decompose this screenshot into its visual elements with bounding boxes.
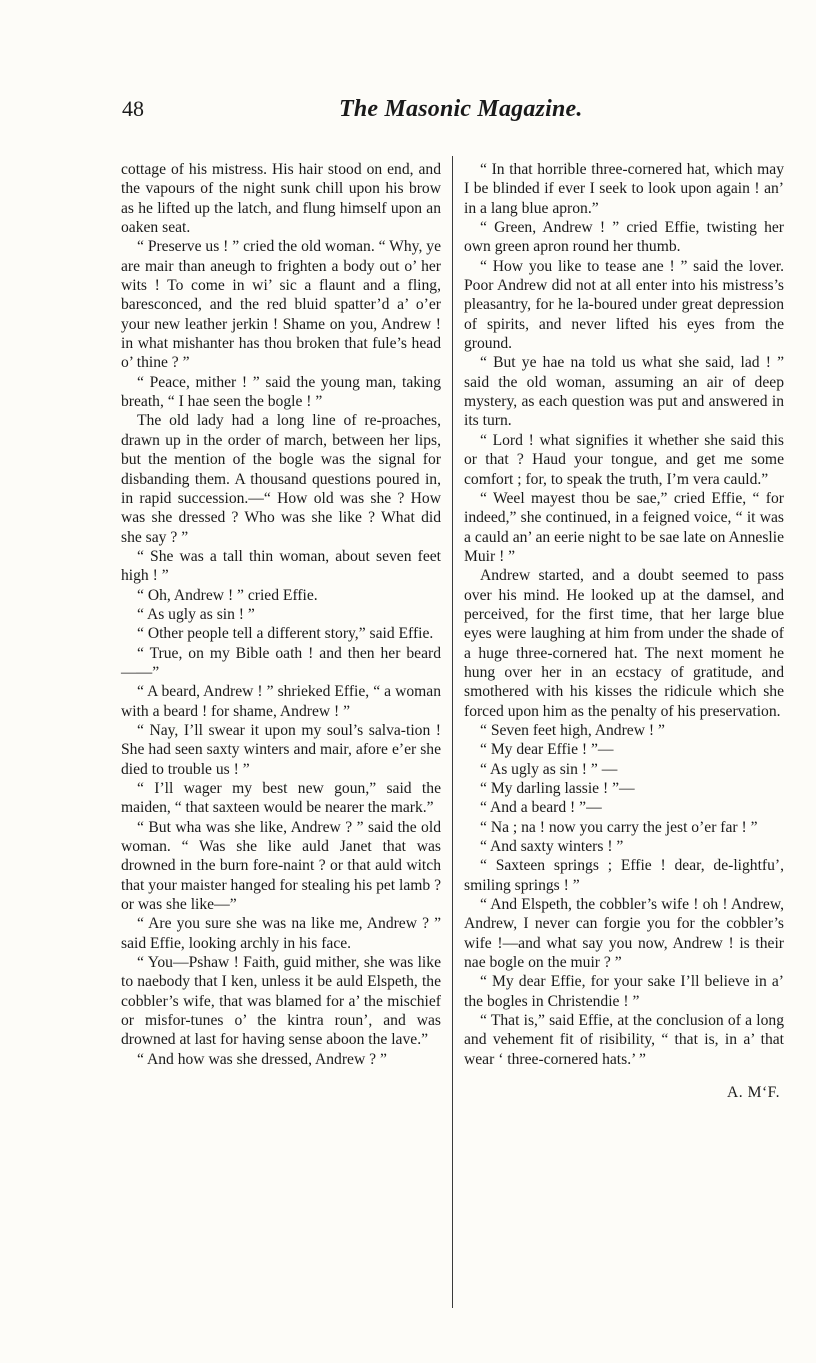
- right-column: [464, 160, 784, 1103]
- paragraph: “ Green, Andrew ! ” cried Effie, twisting her own green apron round her thumb.: [464, 219, 784, 256]
- page-header: [0, 96, 816, 130]
- paragraph: “ Saxteen springs ; Effie ! dear, de-lightfu’, smiling springs ! ”: [464, 857, 784, 894]
- author-signature: A. M‘F.: [727, 1084, 780, 1102]
- paragraph: “ As ugly as sin ! ”: [137, 605, 255, 623]
- paragraph: “ My dear Effie, for your sake I’ll believe in a’ the bogles in Christendie ! ”: [464, 973, 784, 1010]
- paragraph: “ As ugly as sin ! ” —: [480, 760, 618, 778]
- paragraph: “ That is,” said Effie, at the conclusion of a long and vehement fit of risibility, “ that is, in a’ that wear ‘ three-cornered hats.’ ”: [464, 1012, 784, 1068]
- paragraph: “ Preserve us ! ” cried the old woman. “ Why, ye are mair than aneugh to frighten a body out o’ her wits ! To come in wi’ sic a flaunt and a fling, baresconced, and the red bluid spatter’d a’ o’er your new leather jerkin ! Shame on you, Andrew ! in what mishanter has thou broken that fule’s head o’ thine ? ”: [121, 238, 441, 372]
- column-divider: [452, 156, 453, 1308]
- paragraph: Andrew started, and a doubt seemed to pass over his mind. He looked up at the damsel, and perceived, for the first time, that her large blue eyes were laughing at him from under the shade of a huge three-cornered hat. The next moment he hung over her in an ecstacy of gratitude, and smothered with his kisses the ridicule which she forced upon him as the penalty of his preservation.: [464, 567, 784, 720]
- paragraph: “ Weel mayest thou be sae,” cried Effie, “ for indeed,” she continued, in a feigned voice, “ it was a cauld an’ an eerie night to be sae late on Anneslie Muir ! ”: [464, 489, 784, 565]
- paragraph: “ And a beard ! ”—: [480, 799, 602, 817]
- paragraph: “ How you like to tease ane ! ” said the lover. Poor Andrew did not at all enter into his mistress’s pleasantry, for he la-boured under great depression of spirits, and never lifted his eyes from the ground.: [464, 257, 784, 353]
- paragraph: “ Oh, Andrew ! ” cried Effie.: [137, 586, 318, 604]
- paragraph: “ In that horrible three-cornered hat, which may I be blinded if ever I seek to look upon again ! an’ in a lang blue apron.”: [464, 161, 784, 217]
- paragraph: “ Other people tell a different story,” said Effie.: [137, 625, 434, 643]
- paragraph: “ My darling lassie ! ”—: [480, 780, 635, 797]
- page-title: The Masonic Magazine.: [339, 96, 583, 122]
- paragraph: “ I’ll wager my best new goun,” said the maiden, “ that saxteen would be nearer the mark.”: [121, 780, 441, 817]
- paragraph: “ A beard, Andrew ! ” shrieked Effie, “ a woman with a beard ! for shame, Andrew ! ”: [121, 683, 441, 720]
- paragraph: “ Nay, I’ll swear it upon my soul’s salva-tion ! She had seen saxty winters and mair, afore e’er she died to trouble us ! ”: [121, 721, 441, 778]
- paragraph: The old lady had a long line of re-proaches, drawn up in the order of march, between her lips, but the mention of the bogle was the signal for disbanding them. A thousand questions poured in, in rapid succession.—“ How old was she ? How was she dressed ? Who was she like ? What did she say ? ”: [121, 412, 441, 546]
- paragraph: “ She was a tall thin woman, about seven feet high ! ”: [121, 547, 441, 585]
- paragraph: “ But wha was she like, Andrew ? ” said the old woman. “ Was she like auld Janet that was drowned in the burn fore-naint ? or that auld witch that your maister hanged for stealing his pet lamb ? or was she like—”: [121, 818, 442, 914]
- paragraph: “ Are you sure she was na like me, Andrew ? ” said Effie, looking archly in his face.: [121, 915, 441, 952]
- page-number: 48: [122, 96, 144, 121]
- paragraph: “ My dear Effie ! ”—: [480, 741, 614, 759]
- paragraph: “ True, on my Bible oath ! and then her beard ——”: [121, 644, 441, 681]
- paragraph: “ Seven feet high, Andrew ! ”: [480, 721, 665, 739]
- paragraph: “ And saxty winters ! ”: [480, 838, 624, 856]
- paragraph: “ But ye hae na told us what she said, lad ! ” said the old woman, assuming an air of deep mystery, as each question was put and answered in its turn.: [464, 354, 784, 430]
- paragraph: “ And Elspeth, the cobbler’s wife ! oh ! Andrew, Andrew, I never can forgie you for the cobbler’s wife !—and what say you now, Andrew ! is their nae bogle on the muir ? ”: [464, 896, 784, 972]
- paragraph: cottage of his mistress. His hair stood on end, and the vapours of the night sunk chill upon his brow as he lifted up the latch, and flung himself upon an oaken seat.: [121, 161, 441, 237]
- left-column: [121, 160, 441, 1069]
- paragraph: “ Peace, mither ! ” said the young man, taking breath, “ I hae seen the bogle ! ”: [121, 373, 441, 411]
- paragraph: “ Na ; na ! now you carry the jest o’er far ! ”: [480, 818, 758, 836]
- paragraph: “ And how was she dressed, Andrew ? ”: [137, 1050, 387, 1068]
- paragraph: “ You—Pshaw ! Faith, guid mither, she was like to naebody that I ken, unless it be auld Elspeth, the cobbler’s wife, that was blamed for a’ the mischief or misfor-tunes o’ the kintra roun’, and was drowned at last for having sense aboon the lave.”: [121, 954, 441, 1049]
- paragraph: “ Lord ! what signifies it whether she said this or that ? Haud your tongue, and get me some comfort ; for, to speak the truth, I’m vera cauld.”: [464, 431, 784, 488]
